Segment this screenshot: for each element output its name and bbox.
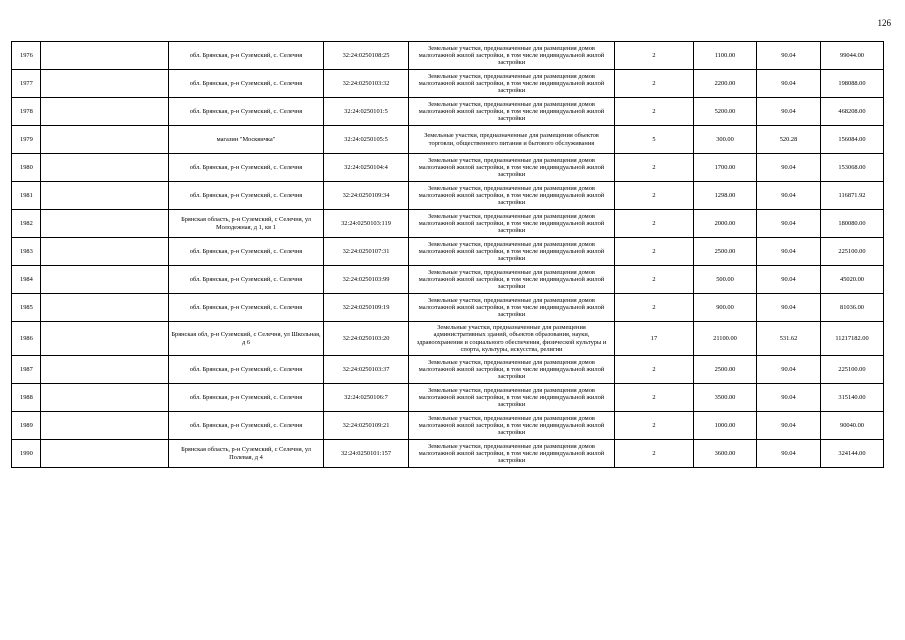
row-number: 1977 (12, 70, 41, 98)
cadastral-value-cell: 45020.00 (821, 266, 884, 294)
row-number: 1981 (12, 182, 41, 210)
cadastral-value-cell: 198088.00 (821, 70, 884, 98)
cadastral-number-cell: 32:24:0250106:7 (324, 384, 409, 412)
specific-value-cell: 90.04 (757, 98, 821, 126)
specific-value-cell: 90.04 (757, 154, 821, 182)
cadastral-number-cell: 32:24:0250109:19 (324, 294, 409, 322)
row-number: 1983 (12, 238, 41, 266)
table-row (12, 210, 884, 238)
blank-cell (41, 238, 169, 266)
specific-value-cell: 90.04 (757, 182, 821, 210)
land-plots-table (11, 41, 884, 468)
cadastral-number-cell: 32:24:0250108:25 (324, 42, 409, 70)
specific-value-cell: 531.62 (757, 322, 821, 356)
specific-value-cell: 90.04 (757, 412, 821, 440)
area-cell: 1100.00 (694, 42, 757, 70)
cadastral-value-cell: 156084.00 (821, 126, 884, 154)
table-row (12, 42, 884, 70)
cadastral-number-cell: 32:24:0250103:32 (324, 70, 409, 98)
cadastral-value-cell: 116871.92 (821, 182, 884, 210)
blank-cell (41, 210, 169, 238)
cadastral-value-cell: 324144.00 (821, 440, 884, 468)
cadastral-number-cell: 32:24:0250103:119 (324, 210, 409, 238)
row-number: 1984 (12, 266, 41, 294)
blank-cell (41, 266, 169, 294)
blank-cell (41, 42, 169, 70)
table-row (12, 322, 884, 356)
cadastral-value-cell: 99044.00 (821, 42, 884, 70)
group-number-cell: 2 (615, 238, 694, 266)
cadastral-number-cell: 32:24:0250101:5 (324, 98, 409, 126)
row-number: 1986 (12, 322, 41, 356)
area-cell: 2200.00 (694, 70, 757, 98)
cadastral-value-cell: 180080.00 (821, 210, 884, 238)
cadastral-value-cell: 90040.00 (821, 412, 884, 440)
address-cell: Брянская обл, р-н Суземский, с Селечня, ул Школьная, д 6 (169, 322, 324, 356)
land-purpose-cell: Земельные участки, предназначенные для размещения домов малоэтажной жилой застройки, в том числе индивидуальной жилой застройки (409, 266, 615, 294)
row-number: 1979 (12, 126, 41, 154)
address-cell: обл. Брянская, р-н Суземский, с. Селечня (169, 154, 324, 182)
table-row (12, 384, 884, 412)
group-number-cell: 2 (615, 356, 694, 384)
land-purpose-cell: Земельные участки, предназначенные для размещения домов малоэтажной жилой застройки, в том числе индивидуальной жилой застройки (409, 98, 615, 126)
group-number-cell: 2 (615, 42, 694, 70)
row-number: 1990 (12, 440, 41, 468)
area-cell: 3600.00 (694, 440, 757, 468)
blank-cell (41, 356, 169, 384)
table-row (12, 182, 884, 210)
area-cell: 2000.00 (694, 210, 757, 238)
specific-value-cell: 90.04 (757, 238, 821, 266)
land-purpose-cell: Земельные участки, предназначенные для размещения домов малоэтажной жилой застройки, в том числе индивидуальной жилой застройки (409, 238, 615, 266)
blank-cell (41, 154, 169, 182)
table-row (12, 440, 884, 468)
blank-cell (41, 98, 169, 126)
address-cell: обл. Брянская, р-н Суземский, с. Селечня (169, 356, 324, 384)
land-purpose-cell: Земельные участки, предназначенные для размещения домов малоэтажной жилой застройки, в том числе индивидуальной жилой застройки (409, 210, 615, 238)
table-row (12, 98, 884, 126)
address-cell: обл. Брянская, р-н Суземский, с. Селечня (169, 266, 324, 294)
specific-value-cell: 90.04 (757, 70, 821, 98)
row-number: 1988 (12, 384, 41, 412)
area-cell: 1000.00 (694, 412, 757, 440)
group-number-cell: 2 (615, 384, 694, 412)
group-number-cell: 2 (615, 154, 694, 182)
specific-value-cell: 520.28 (757, 126, 821, 154)
address-cell: магазин "Москвичка" (169, 126, 324, 154)
cadastral-value-cell: 11217182.00 (821, 322, 884, 356)
group-number-cell: 2 (615, 182, 694, 210)
address-cell: обл. Брянская, р-н Суземский, с. Селечня (169, 412, 324, 440)
group-number-cell: 2 (615, 294, 694, 322)
cadastral-value-cell: 468208.00 (821, 98, 884, 126)
page-number: 126 (877, 18, 891, 28)
table-row (12, 126, 884, 154)
area-cell: 2500.00 (694, 238, 757, 266)
area-cell: 1700.00 (694, 154, 757, 182)
specific-value-cell: 90.04 (757, 384, 821, 412)
area-cell: 5200.00 (694, 98, 757, 126)
group-number-cell: 5 (615, 126, 694, 154)
land-purpose-cell: Земельные участки, предназначенные для размещения административных зданий, объектов образования, науки, здравоохранения и социального обеспечения, физической культуры и спорта, культуры, искусства, религии (409, 322, 615, 356)
area-cell: 1298.00 (694, 182, 757, 210)
row-number: 1985 (12, 294, 41, 322)
land-purpose-cell: Земельные участки, предназначенные для размещения домов малоэтажной жилой застройки, в том числе индивидуальной жилой застройки (409, 384, 615, 412)
address-cell: обл. Брянская, р-н Суземский, с. Селечня (169, 42, 324, 70)
cadastral-value-cell: 81036.00 (821, 294, 884, 322)
cadastral-number-cell: 32:24:0250109:21 (324, 412, 409, 440)
group-number-cell: 17 (615, 322, 694, 356)
area-cell: 21100.00 (694, 322, 757, 356)
specific-value-cell: 90.04 (757, 42, 821, 70)
cadastral-value-cell: 153068.00 (821, 154, 884, 182)
group-number-cell: 2 (615, 440, 694, 468)
row-number: 1976 (12, 42, 41, 70)
address-cell: обл. Брянская, р-н Суземский, с. Селечня (169, 384, 324, 412)
land-purpose-cell: Земельные участки, предназначенные для размещения объектов торговли, общественного питания и бытового обслуживания (409, 126, 615, 154)
specific-value-cell: 90.04 (757, 210, 821, 238)
table-row (12, 154, 884, 182)
address-cell: обл. Брянская, р-н Суземский, с. Селечня (169, 70, 324, 98)
land-purpose-cell: Земельные участки, предназначенные для размещения домов малоэтажной жилой застройки, в том числе индивидуальной жилой застройки (409, 42, 615, 70)
table-row (12, 266, 884, 294)
cadastral-number-cell: 32:24:0250104:4 (324, 154, 409, 182)
address-cell: обл. Брянская, р-н Суземский, с. Селечня (169, 182, 324, 210)
table-row (12, 356, 884, 384)
table-row (12, 412, 884, 440)
area-cell: 500.00 (694, 266, 757, 294)
group-number-cell: 2 (615, 210, 694, 238)
specific-value-cell: 90.04 (757, 294, 821, 322)
table-body (12, 42, 884, 468)
specific-value-cell: 90.04 (757, 266, 821, 294)
cadastral-number-cell: 32:24:0250101:157 (324, 440, 409, 468)
group-number-cell: 2 (615, 412, 694, 440)
specific-value-cell: 90.04 (757, 356, 821, 384)
cadastral-number-cell: 32:24:0250105:5 (324, 126, 409, 154)
blank-cell (41, 384, 169, 412)
blank-cell (41, 412, 169, 440)
land-purpose-cell: Земельные участки, предназначенные для размещения домов малоэтажной жилой застройки, в том числе индивидуальной жилой застройки (409, 412, 615, 440)
blank-cell (41, 322, 169, 356)
cadastral-number-cell: 32:24:0250103:20 (324, 322, 409, 356)
area-cell: 3500.00 (694, 384, 757, 412)
specific-value-cell: 90.04 (757, 440, 821, 468)
group-number-cell: 2 (615, 266, 694, 294)
blank-cell (41, 70, 169, 98)
blank-cell (41, 126, 169, 154)
cadastral-number-cell: 32:24:0250103:99 (324, 266, 409, 294)
land-purpose-cell: Земельные участки, предназначенные для размещения домов малоэтажной жилой застройки, в том числе индивидуальной жилой застройки (409, 70, 615, 98)
row-number: 1980 (12, 154, 41, 182)
land-purpose-cell: Земельные участки, предназначенные для размещения домов малоэтажной жилой застройки, в том числе индивидуальной жилой застройки (409, 356, 615, 384)
cadastral-number-cell: 32:24:0250103:37 (324, 356, 409, 384)
row-number: 1987 (12, 356, 41, 384)
group-number-cell: 2 (615, 70, 694, 98)
land-purpose-cell: Земельные участки, предназначенные для размещения домов малоэтажной жилой застройки, в том числе индивидуальной жилой застройки (409, 440, 615, 468)
cadastral-value-cell: 225100.00 (821, 356, 884, 384)
land-purpose-cell: Земельные участки, предназначенные для размещения домов малоэтажной жилой застройки, в том числе индивидуальной жилой застройки (409, 294, 615, 322)
area-cell: 300.00 (694, 126, 757, 154)
row-number: 1978 (12, 98, 41, 126)
address-cell: обл. Брянская, р-н Суземский, с. Селечня (169, 294, 324, 322)
land-purpose-cell: Земельные участки, предназначенные для размещения домов малоэтажной жилой застройки, в том числе индивидуальной жилой застройки (409, 182, 615, 210)
table-row (12, 238, 884, 266)
cadastral-value-cell: 315140.00 (821, 384, 884, 412)
group-number-cell: 2 (615, 98, 694, 126)
row-number: 1989 (12, 412, 41, 440)
table-row (12, 70, 884, 98)
blank-cell (41, 182, 169, 210)
address-cell: Брянская область, р-н Суземский, с Селечня, ул Молодежная, д 1, кв 1 (169, 210, 324, 238)
area-cell: 2500.00 (694, 356, 757, 384)
address-cell: Брянская область, р-н Суземский, с Селечня, ул Полевая, д 4 (169, 440, 324, 468)
address-cell: обл. Брянская, р-н Суземский, с. Селечня (169, 98, 324, 126)
cadastral-value-cell: 225100.00 (821, 238, 884, 266)
land-purpose-cell: Земельные участки, предназначенные для размещения домов малоэтажной жилой застройки, в том числе индивидуальной жилой застройки (409, 154, 615, 182)
cadastral-number-cell: 32:24:0250107:31 (324, 238, 409, 266)
address-cell: обл. Брянская, р-н Суземский, с. Селечня (169, 238, 324, 266)
blank-cell (41, 440, 169, 468)
area-cell: 900.00 (694, 294, 757, 322)
cadastral-number-cell: 32:24:0250109:34 (324, 182, 409, 210)
blank-cell (41, 294, 169, 322)
table-row (12, 294, 884, 322)
row-number: 1982 (12, 210, 41, 238)
